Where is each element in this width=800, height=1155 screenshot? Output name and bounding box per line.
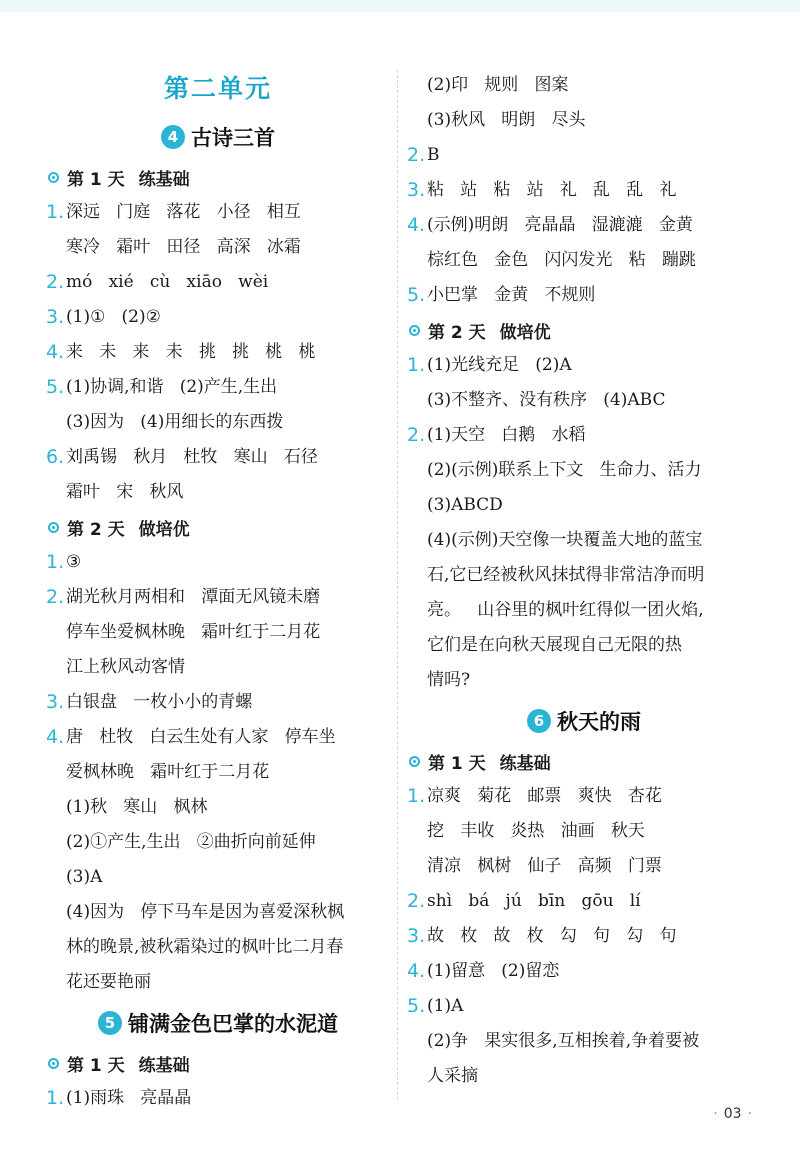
question-number: 1. [46, 201, 65, 223]
answer-text: 凉爽 菊花 邮票 爽快 杏花 [427, 786, 662, 806]
answer-line [409, 138, 759, 173]
answer-line [48, 440, 388, 475]
right-column [409, 68, 759, 1094]
question-number: 1. [407, 354, 426, 376]
question-number: 4. [407, 960, 426, 982]
day-section-name: 做培优 [138, 520, 190, 540]
answer-text: 爱枫林晚 霜叶红于二月花 [66, 762, 270, 782]
question-number: 5. [46, 376, 65, 398]
answer-text: (1)留意 (2)留恋 [427, 961, 560, 981]
answer-line [409, 663, 759, 698]
lesson-heading-6 [409, 698, 759, 744]
answer-list [409, 348, 759, 698]
answer-text: 湖光秋月两相和 潭面无风镜未磨 [66, 587, 321, 607]
answer-line [409, 884, 759, 919]
top-band [0, 0, 800, 12]
answer-text: 石,它已经被秋风抹拭得非常洁净而明 [427, 565, 705, 585]
answer-text: 清凉 枫树 仙子 高频 门票 [427, 856, 662, 876]
lesson-number-badge: 6 [527, 709, 551, 733]
day-label: 第 1 天 [428, 754, 486, 774]
answer-line [409, 1024, 759, 1059]
answer-text: 深远 门庭 落花 小径 相互 [66, 202, 301, 222]
question-number: 2. [46, 586, 65, 608]
question-number: 2. [407, 144, 426, 166]
answer-text: B [427, 145, 440, 165]
answer-text: 江上秋风动客情 [66, 657, 185, 677]
answer-text: 故 枚 故 枚 勾 句 勾 句 [427, 926, 677, 946]
answer-text: (4)因为 停下马车是因为喜爱深秋枫 [66, 902, 345, 922]
answer-line [409, 558, 759, 593]
answer-line [48, 265, 388, 300]
answer-line [409, 348, 759, 383]
answer-line [48, 650, 388, 685]
circle-bullet-icon [409, 325, 420, 336]
left-column [48, 64, 388, 1116]
answer-line [48, 475, 388, 510]
answer-line [409, 989, 759, 1024]
answer-line [409, 954, 759, 989]
answer-text: 寒冷 霜叶 田径 高深 冰霜 [66, 237, 301, 257]
answer-line [409, 593, 759, 628]
answer-text: 情吗? [427, 670, 471, 690]
question-number: 4. [46, 726, 65, 748]
answer-line [409, 523, 759, 558]
answer-line [409, 418, 759, 453]
answer-line [409, 488, 759, 523]
lesson-number-badge: 5 [98, 1011, 122, 1035]
day-label: 第 1 天 [67, 170, 125, 190]
lesson-heading-4 [48, 114, 388, 160]
answer-line [48, 965, 388, 1000]
day-section-name: 练基础 [138, 170, 190, 190]
answer-text: (1)A [427, 996, 464, 1016]
answer-text: 来 未 来 未 挑 挑 桃 桃 [66, 342, 316, 362]
answer-text: (1)天空 白鹅 水稻 [427, 425, 586, 445]
question-number: 1. [407, 785, 426, 807]
answer-line [48, 370, 388, 405]
answer-line [48, 545, 388, 580]
answer-text: (1)雨珠 亮晶晶 [66, 1088, 192, 1108]
answer-line [48, 755, 388, 790]
answer-text: 粘 站 粘 站 礼 乱 乱 礼 [427, 180, 677, 200]
answer-text: (3)不整齐、没有秩序 (4)ABC [427, 390, 666, 410]
circle-bullet-icon [409, 756, 420, 767]
answer-line [409, 1059, 759, 1094]
answer-list [48, 1081, 388, 1116]
question-number: 5. [407, 995, 426, 1017]
answer-line [409, 243, 759, 278]
question-number: 1. [46, 551, 65, 573]
lesson-heading-5 [48, 1000, 388, 1046]
answer-text: (1)光线充足 (2)A [427, 355, 572, 375]
answer-text: 小巴掌 金黄 不规则 [427, 285, 596, 305]
answer-line [409, 919, 759, 954]
answer-text: (1)① (2)② [66, 307, 161, 327]
question-number: 5. [407, 284, 426, 306]
question-number: 3. [407, 179, 426, 201]
answer-text: 刘禹锡 秋月 杜牧 寒山 石径 [66, 447, 318, 467]
day-heading [48, 1046, 388, 1081]
answer-text: ③ [66, 552, 82, 572]
answer-line [409, 278, 759, 313]
question-number: 2. [46, 271, 65, 293]
answer-list [48, 195, 388, 510]
lesson-title: 古诗三首 [191, 126, 275, 150]
lesson-title: 铺满金色巴掌的水泥道 [128, 1012, 338, 1036]
question-number: 3. [407, 925, 426, 947]
answer-line [409, 103, 759, 138]
answer-line [409, 779, 759, 814]
answer-text: (2)争 果实很多,互相挨着,争着要被 [427, 1031, 700, 1051]
question-number: 3. [46, 691, 65, 713]
answer-text: 亮。 山谷里的枫叶红得似一团火焰, [427, 600, 704, 620]
page-number: · 03 · [713, 1106, 752, 1122]
answer-text: (3)因为 (4)用细长的东西拨 [66, 412, 284, 432]
column-divider [397, 70, 398, 1100]
day-section-name: 练基础 [499, 754, 551, 774]
question-number: 3. [46, 306, 65, 328]
answer-text: shì bá jú bīn gōu lí [427, 891, 641, 911]
answer-list [48, 545, 388, 1000]
answer-text: (3)ABCD [427, 495, 503, 515]
answer-line [48, 300, 388, 335]
answer-text: 它们是在向秋天展现自己无限的热 [427, 635, 682, 655]
answer-text: 唐 杜牧 白云生处有人家 停车坐 [66, 727, 336, 747]
answer-line [409, 849, 759, 884]
question-number: 1. [46, 1087, 65, 1109]
unit-title: 第二单元 [163, 74, 272, 103]
answer-line [48, 195, 388, 230]
answer-text: 霜叶 宋 秋风 [66, 482, 184, 502]
answer-line [48, 860, 388, 895]
answer-text: (示例)明朗 亮晶晶 湿漉漉 金黄 [427, 215, 693, 235]
day-heading [48, 160, 388, 195]
answer-text: (2)①产生,生出 ②曲折向前延伸 [66, 832, 316, 852]
answer-list [409, 779, 759, 1094]
answer-text: (3)A [66, 867, 103, 887]
question-number: 2. [407, 424, 426, 446]
answer-text: 人采摘 [427, 1066, 478, 1086]
answer-text: (1)协调,和谐 (2)产生,生出 [66, 377, 278, 397]
answer-line [48, 895, 388, 930]
day-heading [48, 510, 388, 545]
answer-text: (4)(示例)天空像一块覆盖大地的蓝宝 [427, 530, 703, 550]
day-heading [409, 744, 759, 779]
answer-text: mó xié cù xiāo wèi [66, 272, 269, 292]
answer-line [409, 628, 759, 663]
answer-text: 白银盘 一枚小小的青螺 [66, 692, 253, 712]
answer-line [409, 68, 759, 103]
answer-text: (3)秋风 明朗 尽头 [427, 110, 586, 130]
answer-line [48, 790, 388, 825]
answer-text: 花还要艳丽 [66, 972, 151, 992]
answer-line [48, 580, 388, 615]
answer-text: (1)秋 寒山 枫林 [66, 797, 208, 817]
answer-text: (2)(示例)联系上下文 生命力、活力 [427, 460, 702, 480]
answer-line [48, 1081, 388, 1116]
answer-line [48, 930, 388, 965]
dot-icon: · [713, 1106, 718, 1122]
answer-line [48, 825, 388, 860]
answer-line [48, 615, 388, 650]
answer-line [409, 208, 759, 243]
answer-line [48, 230, 388, 265]
lesson-title: 秋天的雨 [557, 710, 641, 734]
answer-text: 棕红色 金色 闪闪发光 粘 蹦跳 [427, 250, 696, 270]
day-label: 第 2 天 [67, 520, 125, 540]
lesson-number-badge: 4 [161, 125, 185, 149]
answer-line [409, 173, 759, 208]
answer-line [48, 335, 388, 370]
answer-list [409, 68, 759, 313]
circle-bullet-icon [48, 172, 59, 183]
question-number: 6. [46, 446, 65, 468]
circle-bullet-icon [48, 522, 59, 533]
day-label: 第 1 天 [67, 1056, 125, 1076]
dot-icon: · [747, 1106, 752, 1122]
answer-text: 停车坐爱枫林晚 霜叶红于二月花 [66, 622, 321, 642]
circle-bullet-icon [48, 1058, 59, 1069]
day-label: 第 2 天 [428, 323, 486, 343]
day-section-name: 练基础 [138, 1056, 190, 1076]
answer-line [48, 685, 388, 720]
answer-line [48, 720, 388, 755]
answer-line [48, 405, 388, 440]
answer-text: 林的晚景,被秋霜染过的枫叶比二月春 [66, 937, 344, 957]
answer-text: 挖 丰收 炎热 油画 秋天 [427, 821, 645, 841]
answer-line [409, 814, 759, 849]
answer-line [409, 383, 759, 418]
day-section-name: 做培优 [499, 323, 551, 343]
answer-text: (2)印 规则 图案 [427, 75, 569, 95]
day-heading [409, 313, 759, 348]
question-number: 4. [46, 341, 65, 363]
question-number: 2. [407, 890, 426, 912]
question-number: 4. [407, 214, 426, 236]
answer-line [409, 453, 759, 488]
